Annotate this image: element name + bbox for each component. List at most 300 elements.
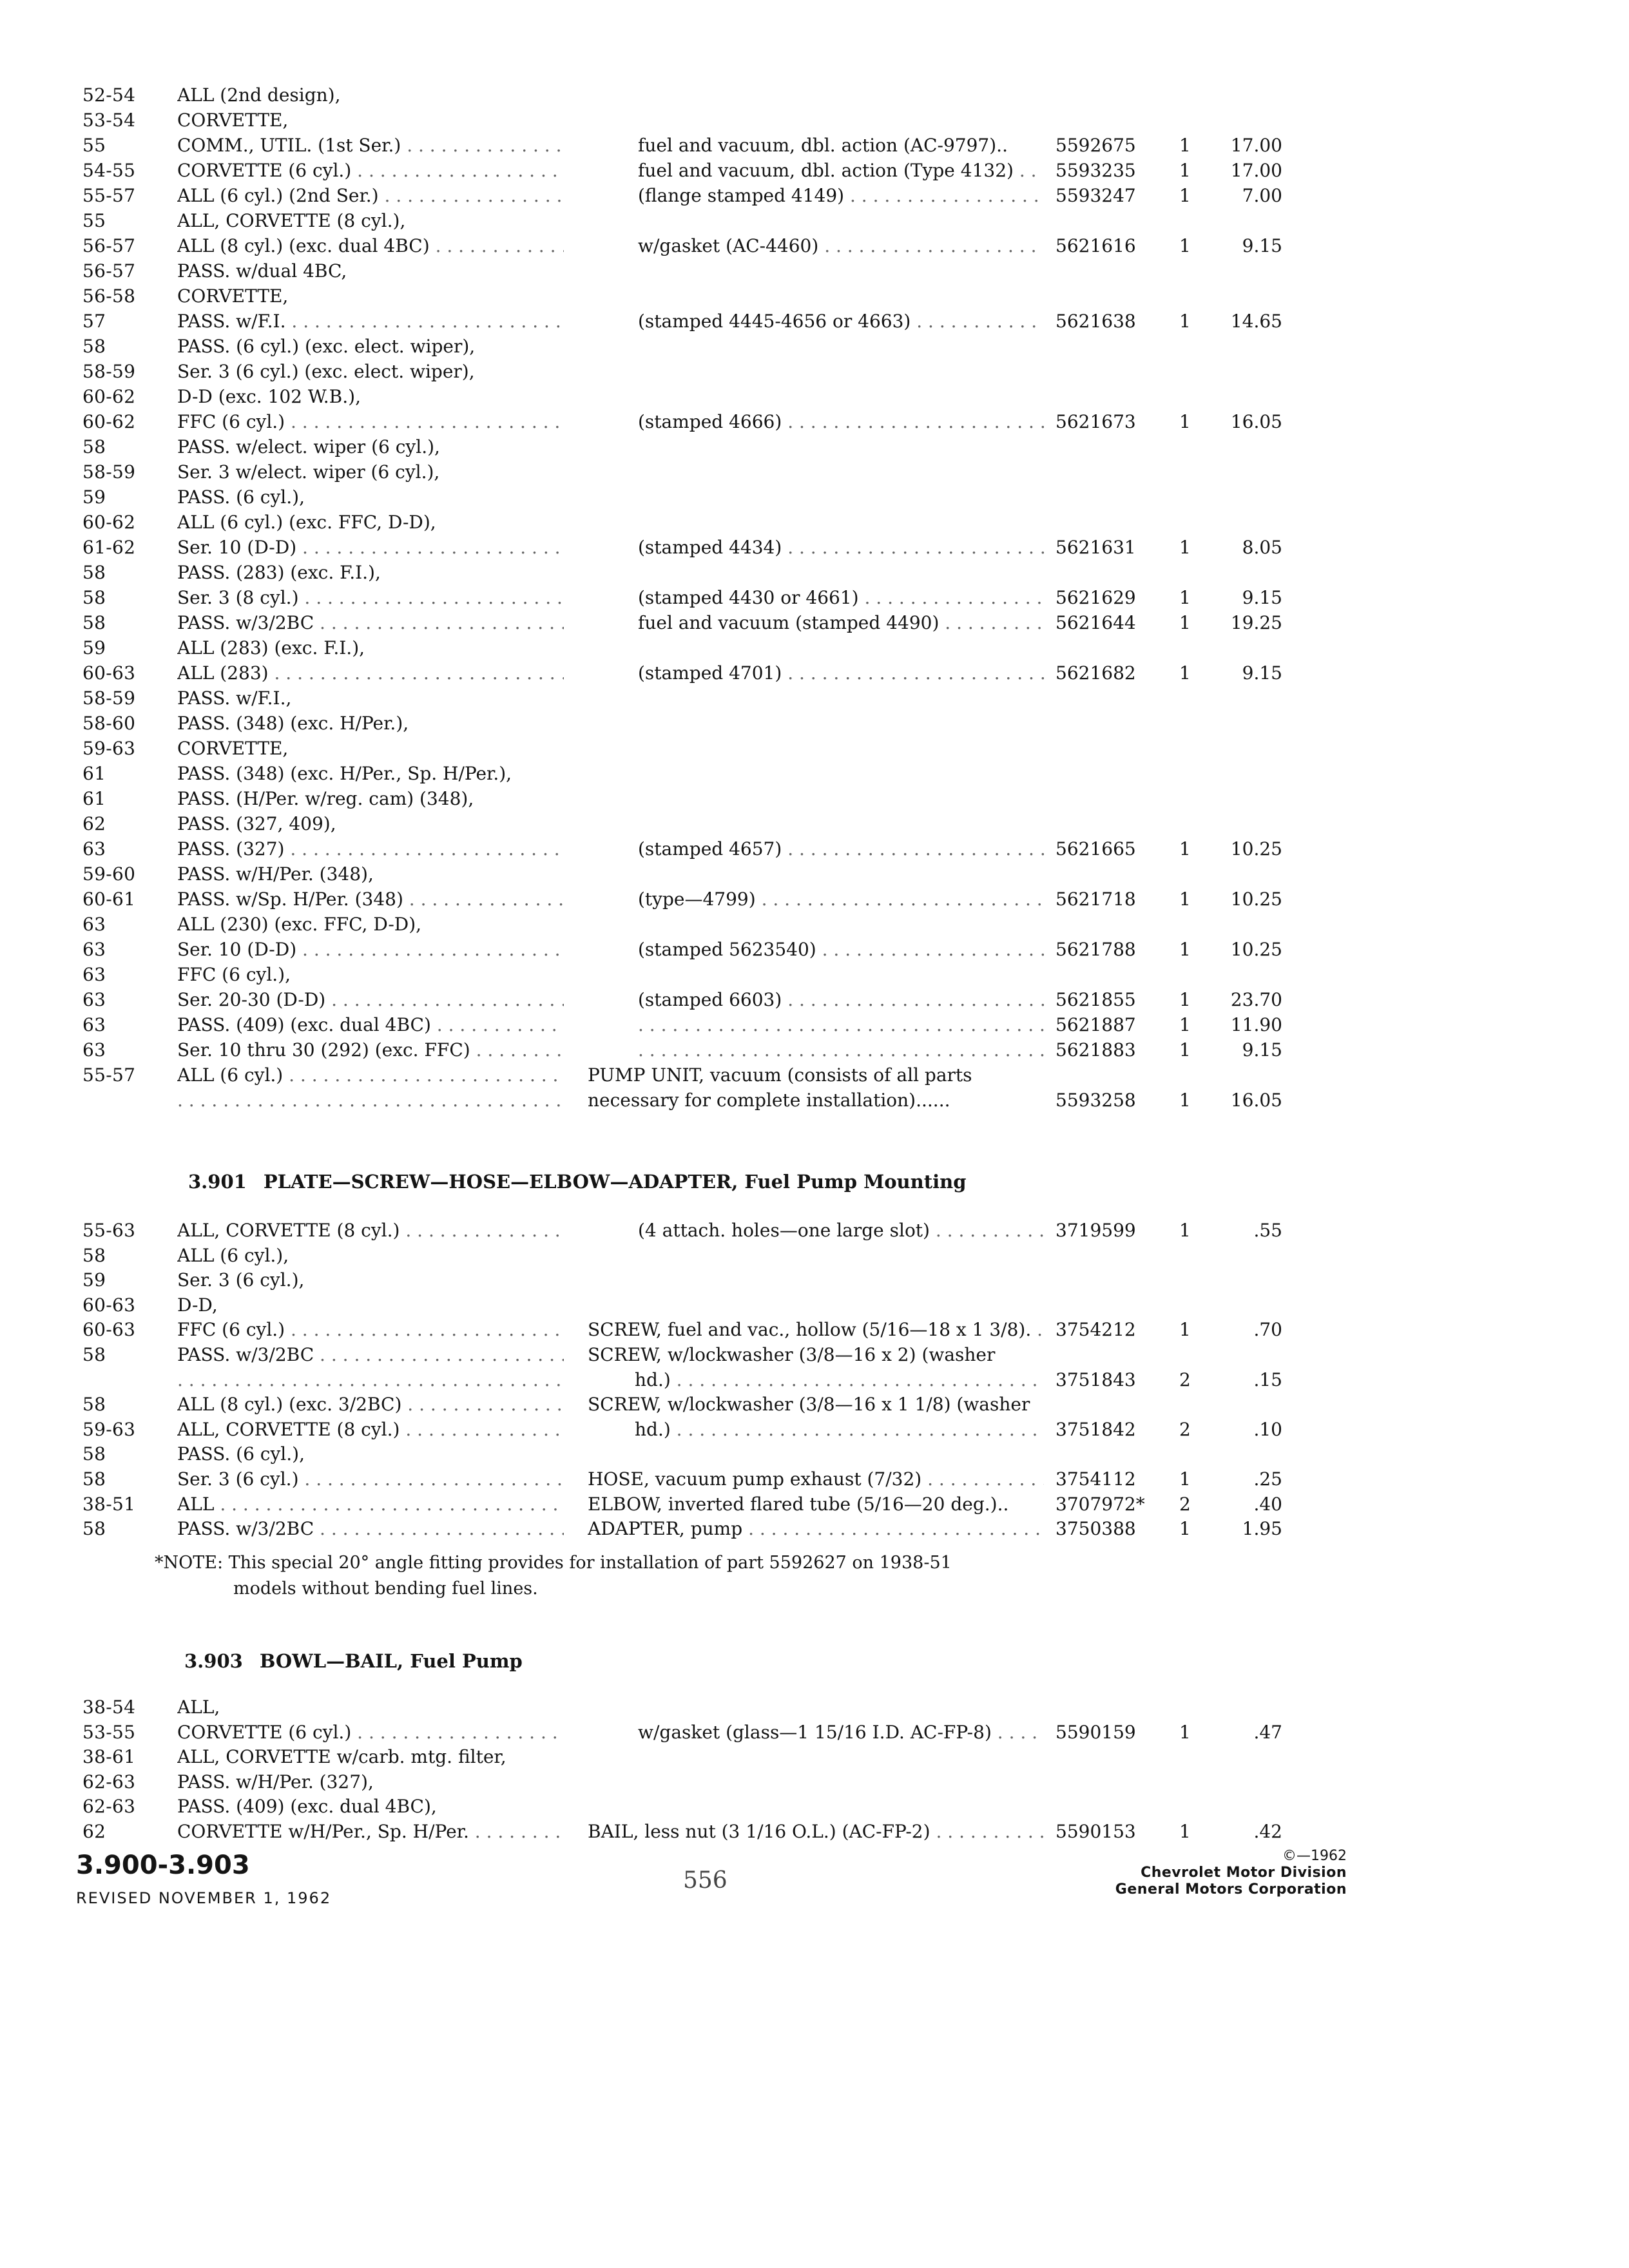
year-cell: 58 — [82, 1244, 106, 1266]
quantity-cell: 1 — [1179, 939, 1191, 960]
description-cell: (stamped 6603) . . . — [638, 987, 1044, 1013]
price-cell: .25 — [1253, 1468, 1282, 1490]
price-cell: 19.25 — [1230, 612, 1282, 633]
description-cell: ELBOW, inverted flared tube (5/16—20 deg.).. — [588, 1493, 1009, 1515]
part-number-cell: 3751842 — [1055, 1418, 1136, 1440]
model-cell: ALL, CORVETTE (8 cyl.), — [177, 210, 406, 231]
description-cell: fuel and vacuum, dbl. action (Type 4132) . . . — [638, 158, 1044, 184]
year-cell: 58 — [82, 612, 106, 633]
year-cell: 61 — [82, 763, 106, 784]
year-cell: 58 — [82, 1344, 106, 1365]
quantity-cell: 1 — [1179, 1014, 1191, 1035]
quantity-cell: 1 — [1179, 1518, 1191, 1540]
description-cell: (type—4799) . . . — [638, 887, 1044, 912]
part-number-cell: 5621788 — [1055, 939, 1136, 960]
table-row — [0, 761, 1629, 787]
part-number-cell: 3750388 — [1055, 1518, 1136, 1540]
price-cell: 14.65 — [1230, 311, 1282, 332]
model-cell: Ser. 3 (6 cyl.), — [177, 1269, 305, 1291]
year-cell: 55-57 — [82, 185, 136, 206]
quantity-cell: 1 — [1179, 311, 1191, 332]
quantity-cell: 1 — [1179, 1821, 1191, 1842]
year-cell: 58-60 — [82, 713, 136, 734]
price-cell: .15 — [1253, 1369, 1282, 1390]
table-row — [0, 1441, 1629, 1467]
table-row — [0, 82, 1629, 108]
model-cell: ALL (6 cyl.) (exc. FFC, D-D), — [177, 512, 436, 533]
description-cell: HOSE, vacuum pump exhaust (7/32) . . . — [588, 1466, 1044, 1492]
part-number-cell: 5593247 — [1055, 185, 1136, 206]
price-cell: 17.00 — [1230, 135, 1282, 156]
table-row — [0, 1062, 1629, 1088]
model-cell: PASS. w/Sp. H/Per. (348) . . . — [177, 887, 564, 912]
year-cell: 58-59 — [82, 361, 136, 382]
quantity-cell: 1 — [1179, 411, 1191, 432]
table-row — [0, 309, 1629, 334]
note-line-1: *NOTE: This special 20° angle fitting provides for installation of part 5592627 on 1938-51 — [155, 1553, 952, 1573]
price-cell: 10.25 — [1230, 889, 1282, 910]
part-number-cell: 5621682 — [1055, 662, 1136, 684]
model-cell: CORVETTE (6 cyl.) . . . — [177, 1720, 564, 1745]
description-cell: (stamped 4701) . . . — [638, 660, 1044, 686]
model-cell: ALL (8 cyl.) (exc. dual 4BC) . . . — [177, 233, 564, 259]
price-cell: 9.15 — [1242, 1039, 1282, 1061]
model-cell: ALL, CORVETTE (8 cyl.) . . . — [177, 1417, 564, 1443]
price-cell: .70 — [1253, 1319, 1282, 1341]
model-cell: ALL (6 cyl.) (2nd Ser.) . . . — [177, 183, 564, 209]
year-cell: 61-62 — [82, 537, 136, 558]
year-cell: 62 — [82, 813, 106, 834]
year-cell: 60-62 — [82, 411, 136, 432]
table-row — [0, 1492, 1629, 1517]
table-row — [0, 585, 1629, 611]
revised-date: REVISED NOVEMBER 1, 1962 — [76, 1889, 332, 1907]
quantity-cell: 1 — [1179, 1468, 1191, 1490]
year-cell: 63 — [82, 914, 106, 935]
table-row — [0, 434, 1629, 460]
quantity-cell: 2 — [1179, 1369, 1191, 1390]
publisher-block — [1070, 1848, 1347, 1898]
table-row — [0, 359, 1629, 385]
model-cell: ALL, CORVETTE (8 cyl.) . . . — [177, 1218, 564, 1244]
table-row — [0, 233, 1629, 259]
table-row — [0, 560, 1629, 586]
model-cell: PASS. (327) . . . — [177, 836, 564, 862]
description-cell: (stamped 5623540) . . . — [638, 937, 1044, 963]
description-cell: SCREW, fuel and vac., hollow (5/16—18 x 1 3/8). . . . — [588, 1317, 1044, 1343]
model-cell: ALL, CORVETTE w/carb. mtg. filter, — [177, 1746, 506, 1768]
table-row — [0, 660, 1629, 686]
model-cell: PASS. (348) (exc. H/Per.), — [177, 713, 409, 734]
table-row — [0, 108, 1629, 133]
model-cell: CORVETTE, — [177, 738, 289, 759]
year-cell: 55 — [82, 210, 106, 231]
year-cell: 60-63 — [82, 662, 136, 684]
table-row — [0, 937, 1629, 963]
model-cell: Ser. 3 (8 cyl.) . . . — [177, 585, 564, 611]
model-cell: PASS. w/3/2BC . . . — [177, 1342, 564, 1368]
year-cell: 55-57 — [82, 1064, 136, 1086]
year-cell: 56-57 — [82, 235, 136, 256]
description-cell: fuel and vacuum (stamped 4490) . . . — [638, 610, 1044, 636]
part-number-cell: 5592675 — [1055, 135, 1136, 156]
model-cell: ALL (230) (exc. FFC, D-D), — [177, 914, 422, 935]
model-cell: PASS. (327, 409), — [177, 813, 336, 834]
section-number: 3.903 — [184, 1650, 243, 1672]
model-cell: PASS. w/dual 4BC, — [177, 260, 347, 282]
price-cell: 9.15 — [1242, 662, 1282, 684]
part-number-cell: 5621616 — [1055, 235, 1136, 256]
year-cell: 63 — [82, 838, 106, 860]
model-cell: PASS. w/F.I., — [177, 687, 292, 709]
year-cell: 58 — [82, 1443, 106, 1465]
year-cell: 54-55 — [82, 160, 136, 181]
description-cell: (stamped 4666) . . . — [638, 409, 1044, 435]
price-cell: 16.05 — [1230, 1090, 1282, 1111]
model-cell: PASS. w/elect. wiper (6 cyl.), — [177, 436, 440, 457]
year-cell: 55 — [82, 135, 106, 156]
table-row — [0, 1392, 1629, 1418]
table-row — [0, 1769, 1629, 1795]
quantity-cell: 1 — [1179, 612, 1191, 633]
part-number-cell: 5621638 — [1055, 311, 1136, 332]
table-row — [0, 1417, 1629, 1443]
year-cell: 57 — [82, 311, 106, 332]
part-number-cell: 3754112 — [1055, 1468, 1136, 1490]
table-row — [0, 485, 1629, 510]
table-row — [0, 711, 1629, 736]
corporation-name: General Motors Corporation — [1115, 1881, 1347, 1898]
model-cell: CORVETTE w/H/Per., Sp. H/Per. . . . — [177, 1819, 564, 1845]
year-cell: 58-59 — [82, 461, 136, 483]
table-row — [0, 861, 1629, 887]
quantity-cell: 1 — [1179, 1039, 1191, 1061]
quantity-cell: 1 — [1179, 1319, 1191, 1341]
year-cell: 59 — [82, 1269, 106, 1291]
part-number-cell: 5593258 — [1055, 1090, 1136, 1111]
year-cell: 60-63 — [82, 1319, 136, 1341]
description-cell: (stamped 4445-4656 or 4663) . . . — [638, 309, 1044, 334]
price-cell: 23.70 — [1230, 989, 1282, 1010]
quantity-cell: 2 — [1179, 1418, 1191, 1440]
section-number: 3.901 — [188, 1171, 247, 1193]
year-cell: 56-58 — [82, 285, 136, 307]
price-cell: 9.15 — [1242, 235, 1282, 256]
table-row — [0, 1367, 1629, 1393]
model-cell: PASS. (6 cyl.), — [177, 1443, 305, 1465]
year-cell: 55-63 — [82, 1220, 136, 1241]
description-cell: SCREW, w/lockwasher (3/8—16 x 2) (washer — [588, 1344, 996, 1365]
table-row — [0, 183, 1629, 209]
quantity-cell: 1 — [1179, 185, 1191, 206]
model-cell: CORVETTE, — [177, 110, 289, 131]
model-cell: PASS. w/3/2BC . . . — [177, 1516, 564, 1542]
model-cell: CORVETTE, — [177, 285, 289, 307]
year-cell: 63 — [82, 1039, 106, 1061]
table-row — [0, 1243, 1629, 1269]
table-row — [0, 1720, 1629, 1745]
description-cell: w/gasket (AC-4460) . . . — [638, 233, 1044, 259]
model-cell: PASS. w/H/Per. (327), — [177, 1771, 374, 1792]
table-row — [0, 610, 1629, 636]
table-row — [0, 1744, 1629, 1770]
price-cell: 10.25 — [1230, 838, 1282, 860]
year-cell: 58 — [82, 1394, 106, 1416]
part-number-cell: 3719599 — [1055, 1220, 1136, 1241]
price-cell: 17.00 — [1230, 160, 1282, 181]
year-cell: 62-63 — [82, 1771, 136, 1792]
price-cell: 9.15 — [1242, 587, 1282, 608]
description-cell: (flange stamped 4149) . . . — [638, 183, 1044, 209]
description-cell: SCREW, w/lockwasher (3/8—16 x 1 1/8) (washer — [588, 1394, 1030, 1416]
year-cell: 59 — [82, 637, 106, 658]
model-cell: PASS. w/F.I. . . . — [177, 309, 564, 334]
price-cell: .40 — [1253, 1493, 1282, 1515]
year-cell: 52-54 — [82, 84, 136, 106]
quantity-cell: 1 — [1179, 989, 1191, 1010]
model-cell: D-D, — [177, 1294, 218, 1316]
note-line-2: models without bending fuel lines. — [233, 1579, 538, 1599]
table-row — [0, 1293, 1629, 1318]
model-cell: ALL, — [177, 1696, 220, 1718]
quantity-cell: 1 — [1179, 662, 1191, 684]
model-cell — [177, 1088, 564, 1113]
table-row — [0, 334, 1629, 360]
section-3903-heading — [184, 1647, 523, 1675]
table-row — [0, 836, 1629, 862]
table-row — [0, 510, 1629, 535]
part-number-cell: 5621631 — [1055, 537, 1136, 558]
table-row — [0, 1819, 1629, 1845]
part-number-cell: 3707972* — [1055, 1493, 1145, 1515]
description-cell: (stamped 4657) . . . — [638, 836, 1044, 862]
year-cell: 58-59 — [82, 687, 136, 709]
table-row — [0, 1037, 1629, 1063]
model-cell: Ser. 3 (6 cyl.) . . . — [177, 1466, 564, 1492]
part-number-cell: 3754212 — [1055, 1319, 1136, 1341]
table-row — [0, 284, 1629, 309]
description-cell: fuel and vacuum, dbl. action (AC-9797).. — [638, 135, 1008, 156]
description-cell — [638, 1012, 1044, 1038]
part-number-cell: 5590159 — [1055, 1721, 1136, 1743]
part-number-cell: 5593235 — [1055, 160, 1136, 181]
quantity-cell: 1 — [1179, 537, 1191, 558]
table-row — [0, 736, 1629, 762]
description-cell: w/gasket (glass—1 15/16 I.D. AC-FP-8) . . . — [638, 1720, 1044, 1745]
year-cell: 38-61 — [82, 1746, 136, 1768]
price-cell: .55 — [1253, 1220, 1282, 1241]
model-cell: FFC (6 cyl.) . . . — [177, 1317, 564, 1343]
table-row — [0, 635, 1629, 661]
table-row — [0, 987, 1629, 1013]
table-row — [0, 1695, 1629, 1720]
quantity-cell: 2 — [1179, 1493, 1191, 1515]
model-cell: PASS. (409) (exc. dual 4BC) . . . — [177, 1012, 564, 1038]
table-row — [0, 535, 1629, 561]
year-cell: 59-63 — [82, 1418, 136, 1440]
part-number-cell: 5621665 — [1055, 838, 1136, 860]
model-cell: ALL . . . — [177, 1492, 564, 1517]
model-cell: ALL (6 cyl.) . . . — [177, 1062, 564, 1088]
section-title: PLATE—SCREW—HOSE—ELBOW—ADAPTER, Fuel Pump Mounting — [263, 1171, 967, 1193]
group-range: 3.900-3.903 — [76, 1850, 250, 1880]
year-cell: 62 — [82, 1821, 106, 1842]
quantity-cell: 1 — [1179, 235, 1191, 256]
price-cell: 8.05 — [1242, 537, 1282, 558]
quantity-cell: 1 — [1179, 1220, 1191, 1241]
model-cell: ALL (283) . . . — [177, 660, 564, 686]
part-number-cell: 5621718 — [1055, 889, 1136, 910]
table-row — [0, 811, 1629, 837]
description-cell: hd.) . . . — [635, 1417, 1044, 1443]
description-cell — [638, 1037, 1044, 1063]
model-cell: PASS. (348) (exc. H/Per., Sp. H/Per.), — [177, 763, 512, 784]
table-row — [0, 409, 1629, 435]
section-3901-heading — [188, 1168, 966, 1196]
year-cell: 53-55 — [82, 1721, 136, 1743]
table-row — [0, 1088, 1629, 1113]
model-cell: Ser. 10 thru 30 (292) (exc. FFC) . . . — [177, 1037, 564, 1063]
table-row — [0, 1516, 1629, 1542]
year-cell: 58 — [82, 336, 106, 357]
price-cell: .42 — [1253, 1821, 1282, 1842]
model-cell: PASS. (409) (exc. dual 4BC), — [177, 1796, 437, 1818]
model-cell: PASS. w/H/Per. (348), — [177, 863, 374, 885]
table-row — [0, 962, 1629, 988]
year-cell: 61 — [82, 788, 106, 809]
model-cell: PASS. (H/Per. w/reg. cam) (348), — [177, 788, 474, 809]
model-cell — [177, 1367, 564, 1393]
year-cell: 59 — [82, 486, 106, 508]
description-cell: BAIL, less nut (3 1/16 O.L.) (AC-FP-2) . . . — [588, 1819, 1044, 1845]
table-row — [0, 887, 1629, 912]
part-number-cell: 5621855 — [1055, 989, 1136, 1010]
table-row — [0, 912, 1629, 937]
year-cell: 62-63 — [82, 1796, 136, 1818]
year-cell: 58 — [82, 436, 106, 457]
model-cell: PASS. (6 cyl.) (exc. elect. wiper), — [177, 336, 476, 357]
model-cell: FFC (6 cyl.), — [177, 964, 291, 985]
table-row — [0, 158, 1629, 184]
model-cell: Ser. 3 w/elect. wiper (6 cyl.), — [177, 461, 440, 483]
part-number-cell: 5621887 — [1055, 1014, 1136, 1035]
model-cell: PASS. (6 cyl.), — [177, 486, 305, 508]
description-cell: PUMP UNIT, vacuum (consists of all parts — [588, 1064, 972, 1086]
table-row — [0, 1218, 1629, 1244]
description-cell: (stamped 4434) . . . — [638, 535, 1044, 561]
year-cell: 60-63 — [82, 1294, 136, 1316]
table-row — [0, 1794, 1629, 1820]
year-cell: 59-63 — [82, 738, 136, 759]
model-cell: CORVETTE (6 cyl.) . . . — [177, 158, 564, 184]
description-cell: hd.) . . . — [635, 1367, 1044, 1393]
model-cell: ALL (2nd design), — [177, 84, 341, 106]
quantity-cell: 1 — [1179, 889, 1191, 910]
year-cell: 63 — [82, 1014, 106, 1035]
year-cell: 63 — [82, 989, 106, 1010]
part-number-cell: 5621883 — [1055, 1039, 1136, 1061]
price-cell: 1.95 — [1242, 1518, 1282, 1540]
page-number: 556 — [683, 1867, 728, 1894]
description-cell: necessary for complete installation)...... — [588, 1090, 950, 1111]
table-row — [0, 786, 1629, 812]
year-cell: 59-60 — [82, 863, 136, 885]
table-row — [0, 1317, 1629, 1343]
model-cell: Ser. 20-30 (D-D) . . . — [177, 987, 564, 1013]
model-cell: COMM., UTIL. (1st Ser.) . . . — [177, 133, 564, 159]
model-cell: D-D (exc. 102 W.B.), — [177, 386, 361, 407]
table-row — [0, 1012, 1629, 1038]
part-number-cell: 5621629 — [1055, 587, 1136, 608]
description-cell: (stamped 4430 or 4661) . . . — [638, 585, 1044, 611]
price-cell: 7.00 — [1242, 185, 1282, 206]
model-cell: ALL (283) (exc. F.I.), — [177, 637, 365, 658]
year-cell: 58 — [82, 1518, 106, 1540]
year-cell: 60-61 — [82, 889, 136, 910]
price-cell: 16.05 — [1230, 411, 1282, 432]
quantity-cell: 1 — [1179, 587, 1191, 608]
part-number-cell: 5621644 — [1055, 612, 1136, 633]
year-cell: 53-54 — [82, 110, 136, 131]
quantity-cell: 1 — [1179, 135, 1191, 156]
model-cell: PASS. w/3/2BC . . . — [177, 610, 564, 636]
part-number-cell: 5590153 — [1055, 1821, 1136, 1842]
copyright: ©—1962 — [1282, 1848, 1347, 1864]
year-cell: 63 — [82, 964, 106, 985]
table-row — [0, 686, 1629, 711]
table-row — [0, 1267, 1629, 1293]
price-cell: 11.90 — [1230, 1014, 1282, 1035]
division-name: Chevrolet Motor Division — [1141, 1865, 1347, 1881]
table-row — [0, 133, 1629, 159]
year-cell: 63 — [82, 939, 106, 960]
part-number-cell: 5621673 — [1055, 411, 1136, 432]
description-cell: ADAPTER, pump . . . — [588, 1516, 1044, 1542]
year-cell: 58 — [82, 562, 106, 583]
quantity-cell: 1 — [1179, 1090, 1191, 1111]
year-cell: 56-57 — [82, 260, 136, 282]
table-row — [0, 1342, 1629, 1368]
model-cell: PASS. (283) (exc. F.I.), — [177, 562, 381, 583]
section-title: BOWL—BAIL, Fuel Pump — [259, 1650, 523, 1672]
price-cell: .10 — [1253, 1418, 1282, 1440]
table-row — [0, 258, 1629, 284]
part-number-cell: 3751843 — [1055, 1369, 1136, 1390]
quantity-cell: 1 — [1179, 1721, 1191, 1743]
quantity-cell: 1 — [1179, 838, 1191, 860]
year-cell: 38-51 — [82, 1493, 136, 1515]
year-cell: 60-62 — [82, 386, 136, 407]
model-cell: ALL (8 cyl.) (exc. 3/2BC) . . . — [177, 1392, 564, 1418]
table-row — [0, 1466, 1629, 1492]
model-cell: FFC (6 cyl.) . . . — [177, 409, 564, 435]
price-cell: .47 — [1253, 1721, 1282, 1743]
table-row — [0, 208, 1629, 234]
year-cell: 58 — [82, 587, 106, 608]
model-cell: ALL (6 cyl.), — [177, 1244, 289, 1266]
description-cell: (4 attach. holes—one large slot) . . . — [638, 1218, 1044, 1244]
year-cell: 58 — [82, 1468, 106, 1490]
table-row — [0, 384, 1629, 410]
model-cell: Ser. 3 (6 cyl.) (exc. elect. wiper), — [177, 361, 475, 382]
quantity-cell: 1 — [1179, 160, 1191, 181]
price-cell: 10.25 — [1230, 939, 1282, 960]
year-cell: 38-54 — [82, 1696, 136, 1718]
model-cell: Ser. 10 (D-D) . . . — [177, 535, 564, 561]
year-cell: 60-62 — [82, 512, 136, 533]
model-cell: Ser. 10 (D-D) . . . — [177, 937, 564, 963]
table-row — [0, 459, 1629, 485]
